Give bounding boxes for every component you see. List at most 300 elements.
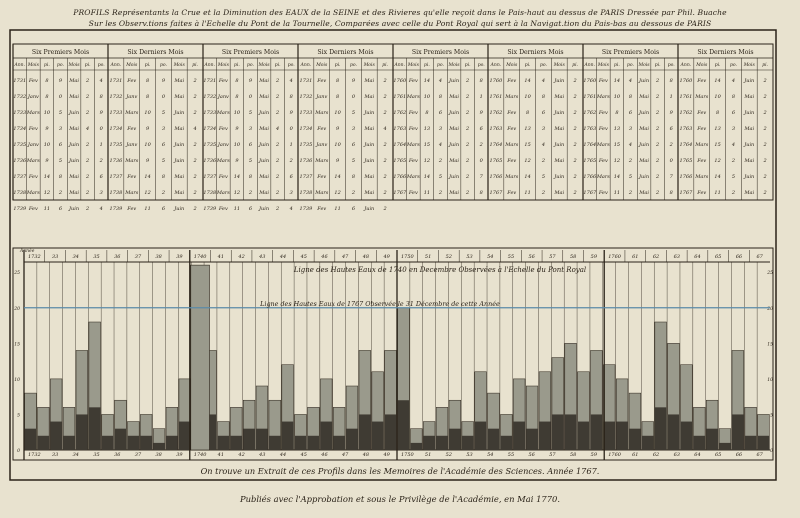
table-cell: 1767 — [393, 190, 407, 196]
table-cell: 8 — [479, 78, 483, 84]
table-cell: Mars — [125, 190, 139, 196]
table-cell: Juin — [639, 78, 650, 84]
table-cell: 1738 — [299, 190, 313, 196]
year-label-top: 59 — [590, 254, 598, 260]
table-cell: Juin — [744, 78, 755, 84]
footer-note: On trouve un Extrait de ces Profils dans les Memoires de l'Académie des Sciences. Année 1767. — [200, 466, 600, 476]
table-cell: 5 — [248, 110, 253, 116]
bar-mean-water — [127, 436, 139, 450]
table-cell: Fev — [598, 158, 608, 164]
column-header: Mois — [506, 63, 518, 68]
column-header: Mois — [126, 63, 138, 68]
table-cell: 1732 — [299, 94, 313, 100]
year-label-bottom: 51 — [424, 452, 432, 458]
section-header: Six Premiers Mois — [601, 49, 660, 56]
bar-mean-water — [706, 429, 718, 450]
bar-mean-water — [552, 414, 564, 450]
table-cell: 2 — [763, 158, 767, 164]
column-header: Mois — [597, 63, 609, 68]
table-cell: 15 — [423, 142, 431, 148]
table-cell: 13 — [714, 126, 721, 132]
table-cell: Fev — [697, 126, 707, 132]
table-cell: 9 — [335, 126, 340, 132]
table-cell: Fev — [317, 78, 327, 84]
table-cell: 0 — [479, 158, 483, 164]
column-header: po. — [57, 63, 64, 68]
table-cell: 6 — [731, 110, 736, 116]
table-cell: 1734 — [109, 126, 123, 132]
table-cell: Mai — [69, 174, 79, 180]
year-label-top: 1740 — [193, 254, 207, 260]
table-cell: 2 — [276, 78, 280, 84]
bar-mean-water — [565, 414, 577, 450]
table-cell: 3 — [99, 190, 103, 196]
table-cell: 9 — [351, 78, 356, 84]
y-tick-label: 5 — [17, 413, 20, 419]
table-cell: Mai — [69, 78, 79, 84]
high-water-1767-label: Ligne des Hautes Eaux de 1767 Observée le 31 Décembre de cette Année — [260, 299, 500, 308]
year-label-top: 37 — [134, 254, 142, 260]
table-cell: Juin — [364, 110, 375, 116]
table-cell: 4 — [276, 126, 280, 132]
year-label-top: 53 — [466, 254, 473, 260]
year-label-bottom: 45 — [300, 452, 307, 458]
table-cell: 4 — [628, 78, 633, 84]
bar-mean-water — [591, 414, 603, 450]
table-cell: 3 — [289, 190, 293, 196]
table-cell: 8 — [525, 110, 530, 116]
bar-mean-water — [578, 422, 590, 450]
table-cell: 1736 — [203, 158, 217, 164]
table-cell: 8 — [235, 94, 239, 100]
year-label-top: 55 — [507, 254, 515, 260]
bar-mean-water — [320, 422, 332, 450]
bar-mean-water — [681, 422, 693, 450]
table-cell: 1762 — [393, 110, 407, 116]
chart-title-line2: Sur les Observ.tions faites à l'Echelle du Pont de la Tournelle, Comparées avec celle du Pont Royal qui sert à la Navigat.tion du Pais-bas au dessous de PARIS — [88, 19, 712, 28]
column-header: Ann. — [584, 63, 596, 68]
column-header: po. — [667, 63, 675, 68]
table-cell: 4 — [289, 78, 293, 84]
table-cell: Mai — [259, 94, 269, 100]
column-header: Mois — [27, 63, 39, 68]
table-cell: 2 — [193, 206, 197, 212]
bar-mean-water — [37, 436, 49, 450]
table-cell: Mars — [695, 174, 709, 180]
table-cell: Fev — [408, 78, 418, 84]
table-cell: 1731 — [109, 78, 123, 84]
year-label-bottom: 1760 — [608, 452, 621, 458]
bar-mean-water — [629, 429, 641, 450]
table-cell: Juin — [364, 142, 375, 148]
table-cell: 6 — [351, 206, 356, 212]
year-label-bottom: 41 — [217, 452, 225, 458]
table-cell: 15 — [524, 142, 531, 148]
section-header: Six Derniers Mois — [127, 49, 184, 56]
table-cell: 10 — [613, 94, 621, 100]
table-cell: Juin — [449, 78, 460, 84]
table-cell: 2 — [58, 190, 63, 196]
table-cell: Juin — [259, 206, 270, 212]
table-cell: Mai — [364, 126, 375, 132]
table-cell: 1733 — [109, 110, 123, 116]
year-label-top: 58 — [569, 254, 577, 260]
chart-title-line1: PROFILS Représentants la Crue et la Diminution des EAUX de la SEINE et des Rivieres qu'elle reçoit dans le Pais-haut au dessus de PARIS Dressée par Phil. Buache — [73, 8, 727, 17]
column-header: pi. — [464, 63, 471, 68]
table-cell: 11 — [144, 206, 151, 212]
section-header: Six Premiers Mois — [31, 49, 90, 56]
table-cell: 1761 — [679, 94, 693, 100]
bar-mean-water — [346, 429, 358, 450]
table-cell: 2 — [193, 174, 197, 180]
table-cell: Mai — [554, 190, 565, 196]
table-cell: 8 — [731, 94, 736, 100]
table-cell: 2 — [86, 190, 90, 196]
table-cell: 6 — [248, 142, 253, 148]
table-cell: Juin — [639, 110, 650, 116]
table-cell: 10 — [43, 110, 51, 116]
year-label-top: 42 — [238, 254, 245, 260]
bar-mean-water — [243, 429, 255, 450]
bar-mean-water — [89, 407, 101, 450]
table-cell: 1739 — [299, 206, 313, 212]
column-header: po. — [287, 63, 295, 68]
column-header: Mois — [68, 63, 80, 68]
table-cell: Mars — [505, 142, 519, 148]
table-cell: 1763 — [489, 126, 503, 132]
table-cell: 6 — [161, 142, 166, 148]
column-header: Mois — [553, 63, 565, 68]
table-cell: 1764 — [393, 142, 407, 148]
table-cell: 2 — [573, 126, 577, 132]
table-cell: Juin — [744, 110, 755, 116]
column-header: po. — [539, 63, 547, 68]
column-header: Mois — [638, 63, 650, 68]
column-header: po. — [349, 63, 357, 68]
table-cell: Fev — [28, 174, 38, 180]
table-cell: 1734 — [299, 126, 313, 132]
table-cell: 8 — [479, 190, 483, 196]
bar-mean-water — [539, 422, 551, 450]
table-cell: 4 — [438, 142, 443, 148]
table-cell: Juin — [364, 158, 375, 164]
table-cell: Fev — [507, 126, 517, 132]
year-label-bottom: 37 — [134, 452, 142, 458]
y-tick-label-right: 10 — [767, 377, 773, 383]
table-cell: Juin — [174, 206, 185, 212]
table-cell: 2 — [276, 206, 280, 212]
table-cell: 12 — [43, 190, 51, 196]
table-cell: 11 — [233, 206, 241, 212]
year-label-bottom: 36 — [114, 452, 121, 458]
section-header: Six Derniers Mois — [507, 49, 564, 56]
column-header: pi. — [762, 63, 768, 68]
table-cell: 5 — [351, 158, 356, 164]
column-header: Mois — [696, 63, 708, 68]
bar-mean-water — [269, 436, 281, 450]
year-label-bottom: 64 — [694, 452, 701, 458]
bar-mean-water — [359, 414, 371, 450]
bar-mean-water — [76, 414, 88, 450]
table-cell: 1762 — [679, 110, 693, 116]
table-cell: 1767 — [679, 190, 693, 196]
year-label-bottom: 46 — [321, 452, 328, 458]
table-cell: 2 — [763, 190, 767, 196]
table-cell: 7 — [669, 174, 673, 180]
table-cell: Mars — [596, 174, 610, 180]
bar-mean-water — [642, 436, 654, 450]
table-cell: 2 — [763, 78, 767, 84]
table-cell: Janv — [316, 94, 328, 100]
y-tick-label: 20 — [14, 306, 20, 312]
year-label-top: 57 — [549, 254, 556, 260]
table-cell: 2 — [248, 190, 253, 196]
table-cell: 9 — [99, 110, 103, 116]
year-label-top: 63 — [673, 254, 680, 260]
table-cell: 2 — [276, 94, 280, 100]
table-cell: Fev — [598, 78, 608, 84]
column-header: pi. — [424, 63, 430, 68]
table-cell: Janv — [217, 142, 229, 148]
table-cell: Mai — [364, 78, 375, 84]
table-cell: 2 — [276, 110, 280, 116]
table-cell: 1734 — [13, 126, 27, 132]
table-cell: 2 — [86, 206, 90, 212]
table-cell: Mai — [639, 94, 649, 100]
table-cell: 1765 — [489, 158, 503, 164]
year-label-bottom: 1750 — [400, 452, 414, 458]
column-header: Mois — [217, 63, 229, 68]
table-cell: 5 — [58, 158, 63, 164]
table-cell: Fev — [507, 110, 517, 116]
table-cell: Fev — [697, 110, 707, 116]
table-cell: 2 — [383, 206, 387, 212]
column-header: Mois — [743, 63, 755, 68]
bar-mean-water — [423, 436, 435, 450]
year-label-bottom: 59 — [590, 452, 598, 458]
table-cell: 10 — [43, 142, 51, 148]
table-cell: 1732 — [109, 94, 123, 100]
year-label-bottom: 49 — [383, 452, 390, 458]
table-cell: Juin — [259, 142, 270, 148]
table-cell: 1767 — [583, 190, 597, 196]
table-cell: 2 — [289, 158, 293, 164]
column-header: pi. — [234, 63, 240, 68]
table-cell: 14 — [613, 174, 621, 180]
table-cell: 1764 — [489, 142, 503, 148]
table-cell: 2 — [656, 190, 660, 196]
table-cell: 1737 — [203, 174, 217, 180]
column-header: pi. — [572, 63, 578, 68]
table-cell: Juin — [259, 158, 270, 164]
table-cell: Fev — [507, 190, 517, 196]
table-cell: 14 — [423, 78, 431, 84]
bar-mean-water — [719, 443, 731, 450]
table-cell: 10 — [144, 110, 151, 116]
table-cell: 2 — [466, 94, 470, 100]
column-header: Mois — [258, 63, 270, 68]
year-label-top: 46 — [321, 254, 328, 260]
table-cell: Mars — [596, 142, 610, 148]
table-cell: 2 — [573, 190, 577, 196]
table-cell: 2 — [383, 110, 387, 116]
section-header: Six Derniers Mois — [317, 49, 374, 56]
table-cell: 1765 — [583, 158, 597, 164]
table-cell: 8 — [669, 78, 673, 84]
table-cell: 3 — [628, 126, 633, 132]
year-label-top: 65 — [715, 254, 722, 260]
table-cell: 8 — [45, 78, 49, 84]
table-cell: Mars — [406, 142, 420, 148]
table-cell: Mai — [449, 190, 459, 196]
table-cell: Mars — [26, 110, 40, 116]
y-tick-label: 0 — [17, 449, 20, 454]
table-cell: Fev — [28, 78, 38, 84]
table-cell: Mai — [259, 78, 269, 84]
table-cell: Mai — [639, 158, 649, 164]
table-cell: Mars — [26, 158, 40, 164]
table-cell: Mai — [364, 94, 375, 100]
table-cell: 9 — [145, 158, 150, 164]
table-cell: 14 — [144, 174, 151, 180]
table-cell: 9 — [235, 158, 239, 164]
table-cell: 10 — [524, 94, 531, 100]
column-header: Ann. — [204, 63, 216, 68]
table-cell: Juin — [69, 110, 80, 116]
table-cell: 6 — [289, 174, 293, 180]
table-cell: 1767 — [489, 190, 503, 196]
table-cell: Fev — [408, 126, 418, 132]
table-cell: 9 — [248, 78, 253, 84]
table-cell: 8 — [335, 94, 340, 100]
table-cell: 8 — [541, 94, 546, 100]
table-cell: 0 — [669, 158, 673, 164]
table-cell: 2 — [763, 94, 767, 100]
column-header: po. — [729, 63, 737, 68]
table-cell: 5 — [248, 158, 253, 164]
table-cell: 4 — [438, 78, 443, 84]
column-header: Mois — [407, 63, 419, 68]
column-header: pi. — [144, 63, 151, 68]
table-cell: 8 — [145, 94, 150, 100]
table-cell: Mai — [259, 190, 269, 196]
table-cell: Fev — [218, 206, 228, 212]
table-cell: 13 — [613, 126, 621, 132]
table-cell: 1 — [99, 142, 103, 148]
table-cell: Mars — [406, 94, 420, 100]
table-cell: Juin — [449, 142, 460, 148]
table-cell: Juin — [554, 142, 565, 148]
bar-mean-water — [102, 436, 114, 450]
year-label-bottom: 39 — [176, 452, 183, 458]
table-cell: 2 — [276, 174, 280, 180]
table-cell: Fev — [28, 206, 38, 212]
table-cell: 2 — [763, 110, 767, 116]
y-tick-label: 10 — [14, 377, 20, 383]
column-header: pi. — [192, 63, 198, 68]
table-cell: Mai — [174, 78, 185, 84]
table-cell: 2 — [193, 110, 197, 116]
table-cell: Mai — [259, 174, 269, 180]
table-cell: 8 — [45, 94, 49, 100]
bar-flood-1740 — [191, 265, 210, 450]
year-label-bottom: 1740 — [193, 452, 207, 458]
year-label-top: 67 — [756, 254, 763, 260]
table-cell: 1760 — [583, 78, 597, 84]
table-cell: Fev — [127, 126, 137, 132]
bar-mean-water — [488, 429, 500, 450]
table-cell: 1731 — [203, 78, 217, 84]
table-cell: 2 — [86, 158, 90, 164]
column-header: Ann. — [394, 63, 406, 68]
table-cell: 0 — [99, 126, 103, 132]
table-cell: 2 — [86, 110, 90, 116]
table-cell: 3 — [541, 126, 546, 132]
table-cell: 1734 — [203, 126, 217, 132]
table-cell: 0 — [289, 126, 293, 132]
year-label-top: 61 — [632, 254, 639, 260]
table-cell: Juin — [69, 142, 80, 148]
table-cell: 14 — [233, 174, 241, 180]
table-cell: 6 — [58, 206, 63, 212]
column-header: pi. — [44, 63, 50, 68]
table-cell: 12 — [144, 190, 151, 196]
year-label-top: 33 — [51, 254, 59, 260]
table-cell: Fev — [697, 158, 707, 164]
table-cell: 3 — [351, 126, 356, 132]
bar-mean-water — [63, 436, 75, 450]
table-cell: 3 — [248, 126, 253, 132]
table-cell: 2 — [438, 158, 443, 164]
table-cell: 2 — [383, 190, 387, 196]
table-cell: 9 — [479, 110, 483, 116]
table-cell: 2 — [276, 158, 280, 164]
table-cell: 1762 — [489, 110, 503, 116]
table-cell: Janv — [27, 94, 39, 100]
table-cell: 2 — [351, 190, 356, 196]
bar-mean-water — [50, 422, 62, 450]
table-cell: 14 — [524, 78, 531, 84]
table-cell: Mai — [69, 94, 79, 100]
table-cell: 8 — [438, 94, 443, 100]
year-label-top: 43 — [259, 254, 266, 260]
table-cell: Juin — [259, 110, 270, 116]
table-cell: 4 — [99, 78, 103, 84]
bar-mean-water — [745, 436, 757, 450]
table-cell: 6 — [351, 142, 356, 148]
table-cell: 9 — [335, 158, 340, 164]
column-header: pi. — [654, 63, 661, 68]
table-cell: Janv — [126, 142, 138, 148]
table-cell: Fev — [697, 190, 707, 196]
table-cell: 5 — [351, 110, 356, 116]
table-cell: 14 — [613, 78, 621, 84]
column-header: pi. — [84, 63, 91, 68]
table-cell: 2 — [86, 142, 90, 148]
year-label-bottom: 48 — [362, 452, 370, 458]
table-cell: 8 — [615, 110, 619, 116]
table-cell: 8 — [99, 94, 103, 100]
year-label-top: 52 — [445, 254, 452, 260]
bar-mean-water — [410, 443, 422, 450]
table-cell: 6 — [669, 126, 673, 132]
table-cell: 2 — [656, 158, 660, 164]
table-cell: 14 — [714, 78, 721, 84]
y-tick-label-right: 5 — [770, 413, 773, 419]
column-header: pi. — [524, 63, 531, 68]
table-cell: Juin — [639, 174, 650, 180]
bar-mean-water — [616, 422, 628, 450]
